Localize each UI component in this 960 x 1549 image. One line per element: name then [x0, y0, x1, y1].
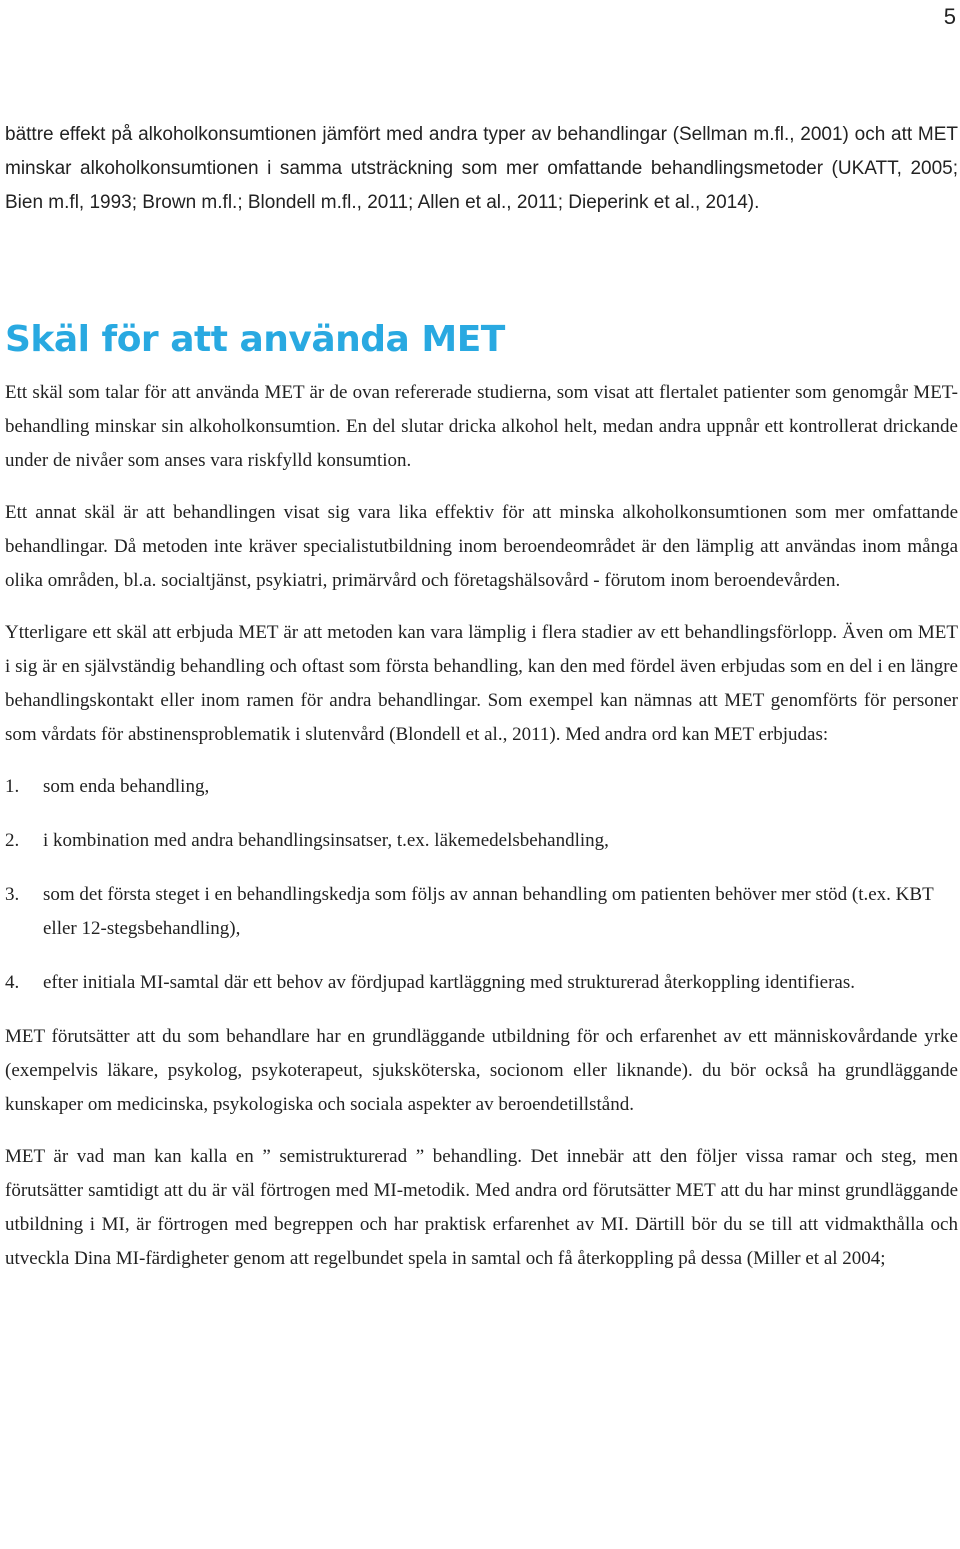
list-item-number: 2.	[5, 830, 20, 851]
list-item-number: 1.	[5, 776, 20, 797]
paragraph-3: Ytterligare ett skäl att erbjuda MET är att metoden kan vara lämplig i flera stadier av ett behandlingsförlopp. Även om MET i sig är en självständig behandling och oftast som första behandling, kan den med fördel även erbjudas som en del i en längre behandlingskontakt eller inom ramen för andra behandlingar. Som exempel kan nämnas att MET genomförts för personer som vårdats för abstinensproblematik i slutenvård (Blondell et al., 2011). Med andra ord kan MET erbjudas:	[5, 622, 958, 745]
paragraph-1: Ett skäl som talar för att använda MET är de ovan refererade studierna, som visat att flertalet patienter som genomgår MET-behandling minskar sin alkoholkonsumtion. En del slutar dricka alkohol helt, medan andra uppnår ett kontrollerat drickande under de nivåer som anses vara riskfylld konsumtion.	[5, 382, 958, 471]
list-item-text: efter initiala MI-samtal där ett behov av fördjupad kartläggning med strukturerad återkoppling identifieras.	[43, 972, 855, 993]
list-item	[5, 824, 958, 858]
document-body	[5, 118, 958, 1294]
list-item	[5, 966, 958, 1000]
page-number: 5	[943, 4, 956, 29]
list-item-text: i kombination med andra behandlingsinsatser, t.ex. läkemedelsbehandling,	[43, 830, 609, 851]
list-item-text: som enda behandling,	[43, 776, 210, 797]
section-heading: Skäl för att använda MET	[5, 319, 505, 360]
intro-paragraph: bättre effekt på alkoholkonsumtionen jämfört med andra typer av behandlingar (Sellman m.fl., 2001) och att MET minskar alkoholkonsumtionen i samma utsträckning som mer omfattande behandlingsmetoder (UKATT, 2005; Bien m.fl, 1993; Brown m.fl.; Blondell m.fl., 2011; Allen et al., 2011; Dieperink et al., 2014).	[5, 124, 958, 213]
list-item	[5, 770, 958, 804]
met-usage-list	[5, 770, 958, 1000]
paragraph-4: MET förutsätter att du som behandlare har en grundläggande utbildning för och erfarenhet av ett människovårdande yrke (exempelvis läkare, psykolog, psykoterapeut, sjuksköterska, socionom eller liknande). du bör också ha grundläggande kunskaper om medicinska, psykologiska och sociala aspekter av beroendetillstånd.	[5, 1026, 958, 1115]
list-item-text: som det första steget i en behandlingskedja som följs av annan behandling om patienten behöver mer stöd (t.ex. KBT eller 12-stegsbehandling),	[43, 884, 934, 939]
paragraph-5: MET är vad man kan kalla en ” semistrukturerad ” behandling. Det innebär att den följer vissa ramar och steg, men förutsätter samtidigt att du är väl förtrogen med MI-metodik. Med andra ord förutsätter MET att du har minst grundläggande utbildning i MI, är förtrogen med begreppen och har praktisk erfarenhet av MI. Därtill bör du se till att vidmakthålla och utveckla Dina MI-färdigheter genom att regelbundet spela in samtal och få återkoppling på dessa (Miller et al 2004;	[5, 1146, 958, 1269]
paragraph-2: Ett annat skäl är att behandlingen visat sig vara lika effektiv för att minska alkoholkonsumtionen som mer omfattande behandlingar. Då metoden inte kräver specialistutbildning inom beroendeområdet är den lämplig att användas inom många olika områden, bl.a. socialtjänst, psykiatri, primärvård och företagshälsovård - förutom inom beroendevården.	[5, 502, 958, 591]
list-item-number: 3.	[5, 884, 20, 905]
list-item-number: 4.	[5, 972, 20, 993]
list-item	[5, 878, 958, 946]
